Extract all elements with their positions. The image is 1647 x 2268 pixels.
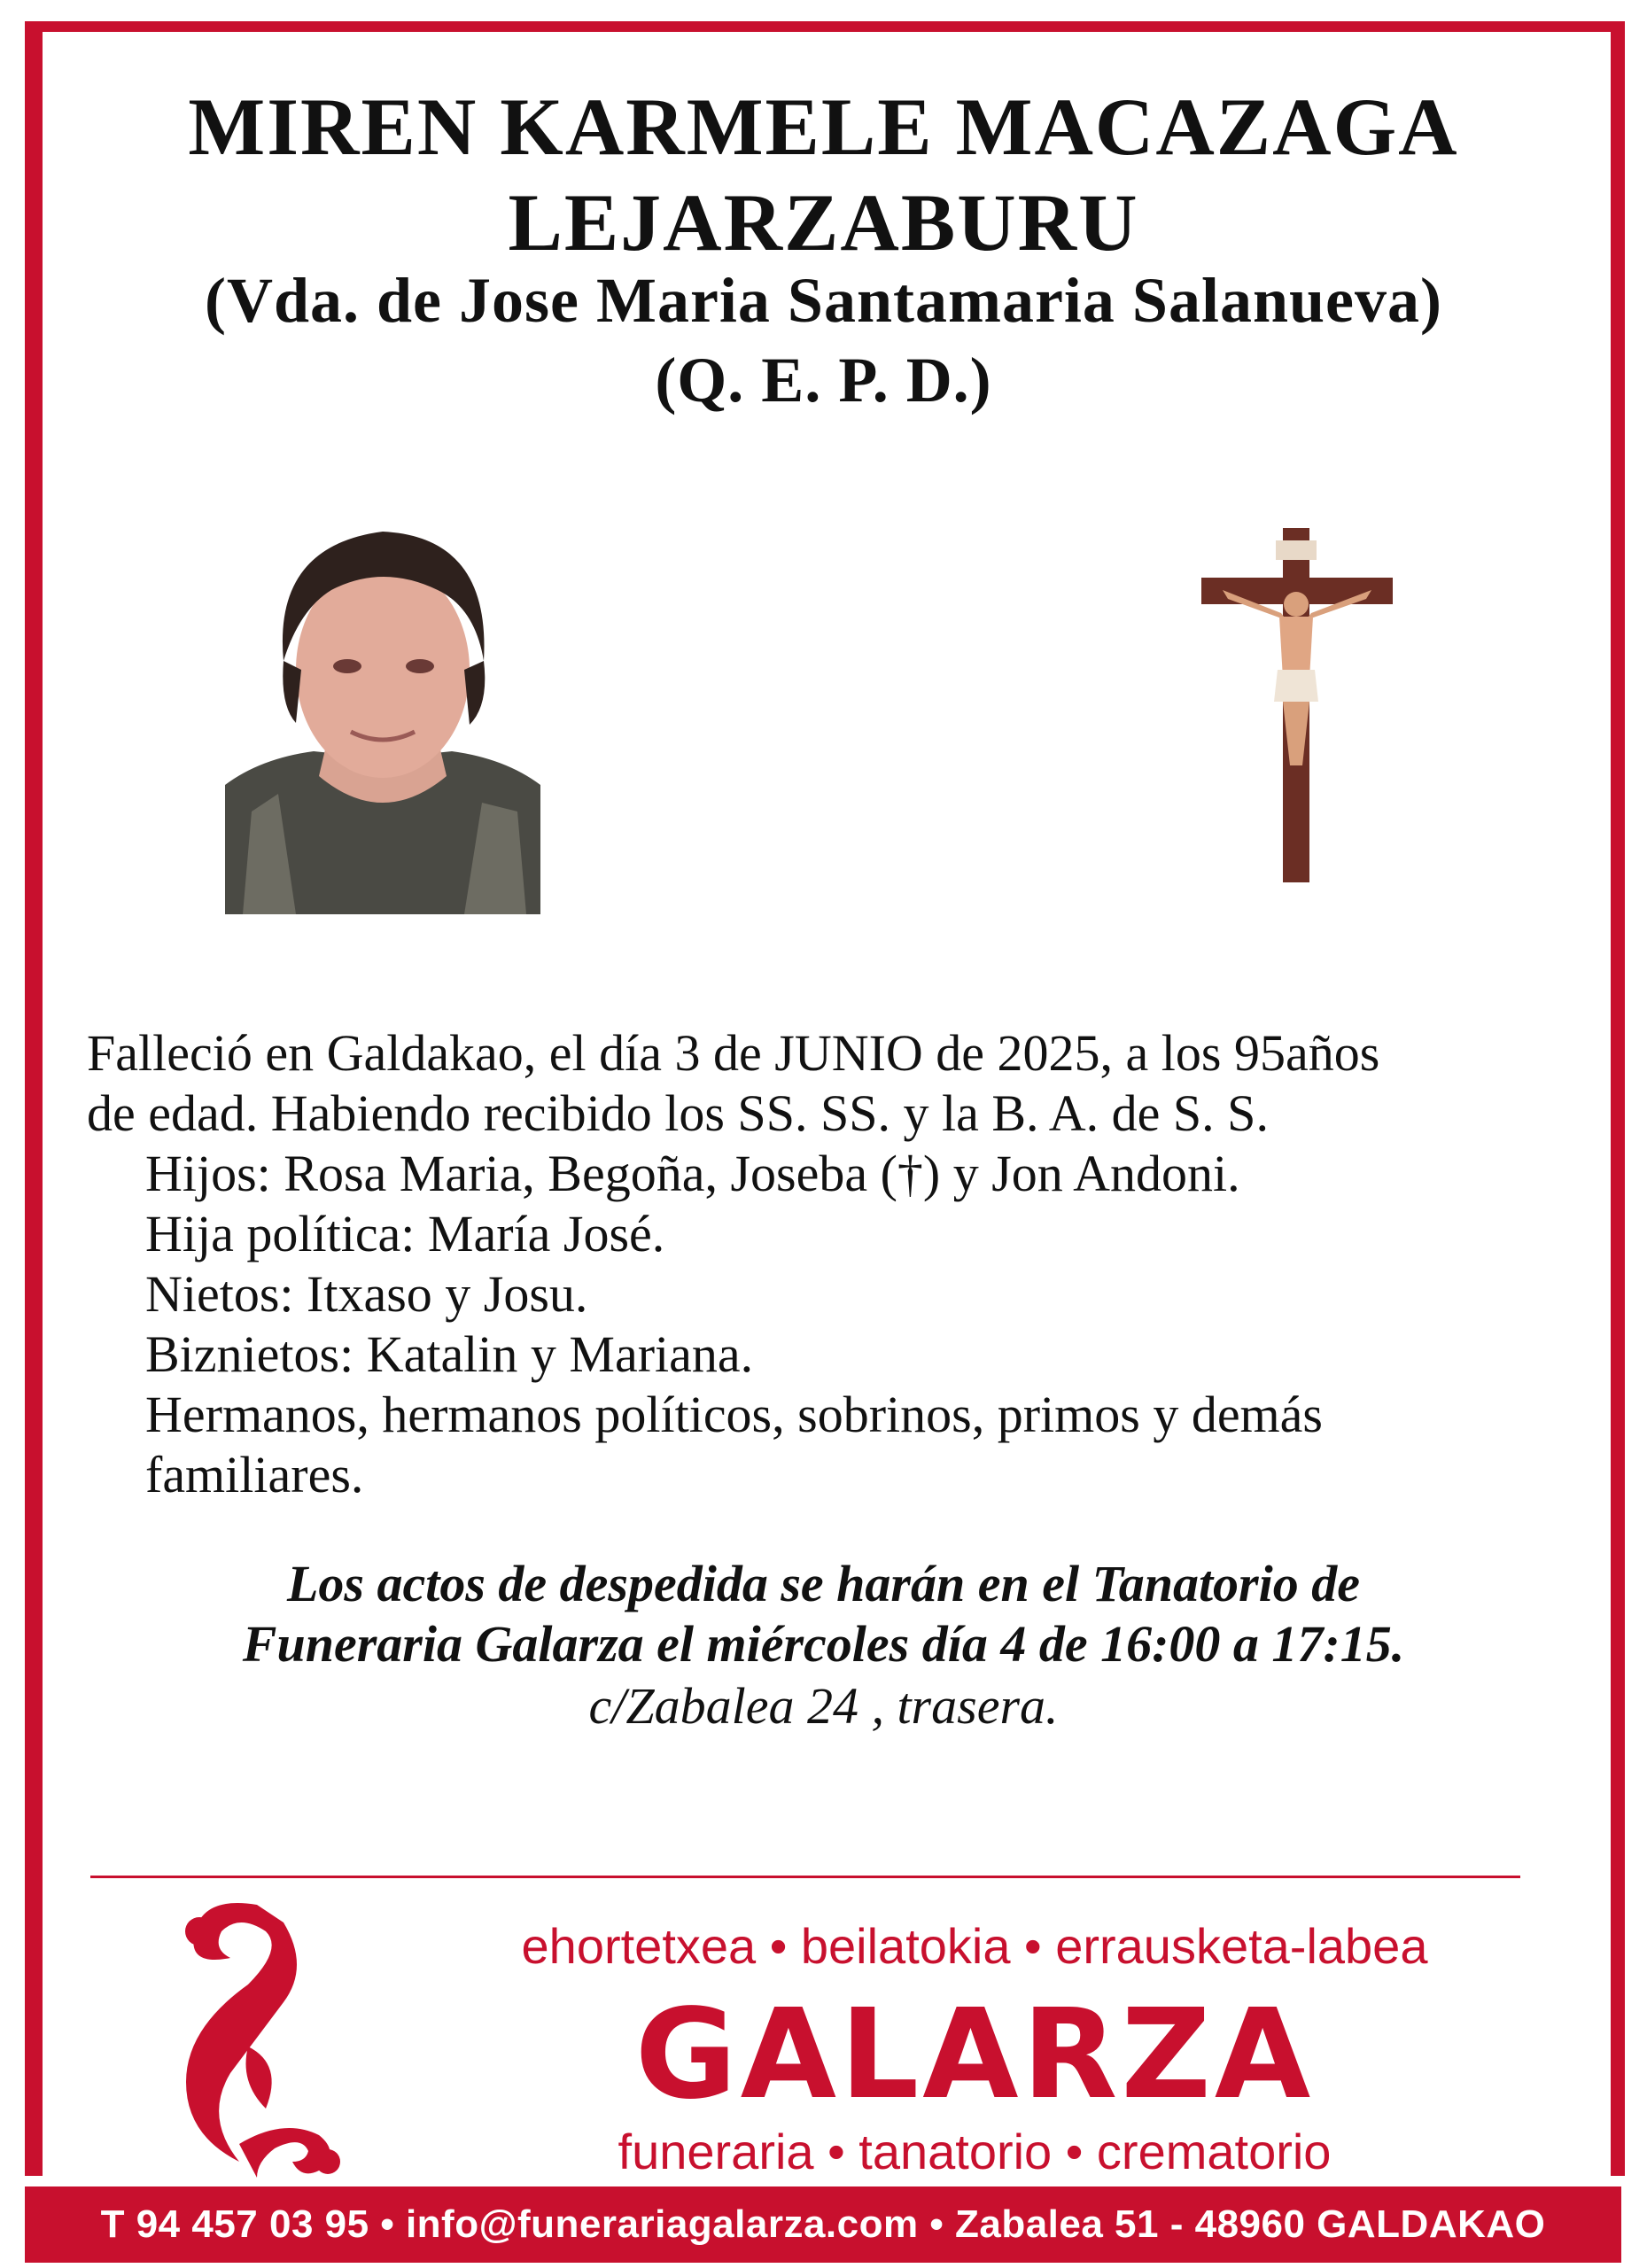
widow-line: (Vda. de Jose Maria Santamaria Salanueva)	[205, 265, 1442, 336]
contact-footer: T 94 457 03 95 • info@funerariagalarza.com • Zabalea 51 - 48960 GALDAKAO	[25, 2186, 1621, 2263]
notice-line: Falleció en Galdakao, el día 3 de JUNIO de 2025, a los 95años	[87, 1024, 1380, 1082]
brand-name: GALARZA	[634, 1983, 1315, 2127]
great-grandchildren-line: Biznietos: Katalin y Mariana.	[145, 1325, 754, 1383]
deceased-name-line1: MIREN KARMELE MACAZAGA	[188, 82, 1459, 172]
ceremony-line1: Los actos de despedida se harán en el Tanatorio de	[286, 1555, 1360, 1612]
notice-line: de edad. Habiendo recibido los SS. SS. y la B. A. de S. S.	[87, 1084, 1269, 1142]
grandchildren-line: Nietos: Itxaso y Josu.	[145, 1265, 588, 1323]
daughter-in-law-line: Hija política: María José.	[145, 1205, 665, 1262]
services-basque: ehortetxea • beilatokia • errausketa-labea	[521, 1918, 1428, 1974]
services-spanish: funeraria • tanatorio • crematorio	[618, 2124, 1332, 2179]
relatives-line: Hermanos, hermanos políticos, sobrinos, primos y demás	[145, 1386, 1323, 1443]
ceremony-line2: Funeraria Galarza el miércoles día 4 de 16:00 a 17:15.	[242, 1615, 1405, 1673]
deceased-name-line2: LEJARZABURU	[508, 177, 1139, 268]
galarza-swirl-logo-icon	[151, 1896, 354, 2179]
divider-rule	[90, 1876, 1520, 1878]
children-line: Hijos: Rosa Maria, Begoña, Joseba (†) y Jon Andoni.	[145, 1145, 1240, 1202]
obituary-text	[87, 1023, 1558, 1505]
qepd-line: (Q. E. P. D.)	[655, 345, 992, 416]
relatives-line-end: familiares.	[145, 1446, 364, 1503]
ceremony-address: c/Zabalea 24 , trasera.	[588, 1677, 1059, 1735]
portrait-photo	[225, 493, 540, 914]
crucifix-icon	[1201, 528, 1393, 882]
